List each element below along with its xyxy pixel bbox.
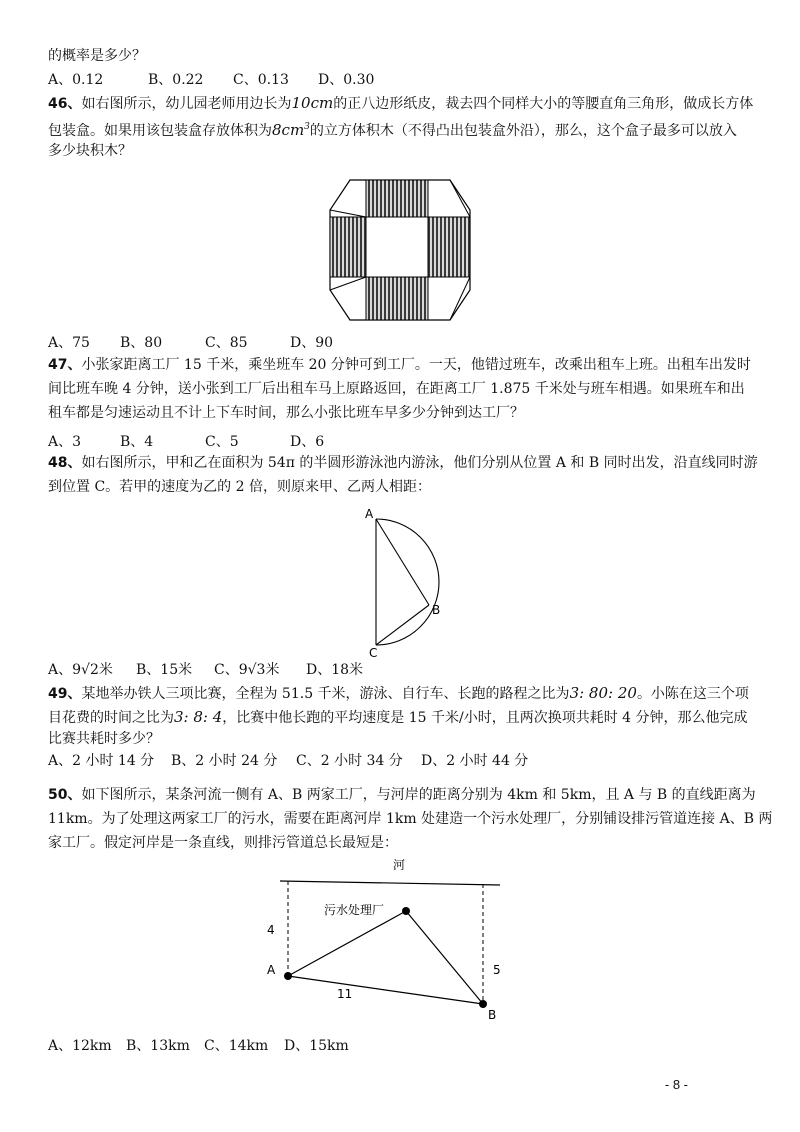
q48-options <box>48 660 363 680</box>
flap-left <box>330 217 366 277</box>
option-c: C、85 <box>205 335 248 351</box>
segment-ab <box>288 976 483 1004</box>
river-bank-line <box>280 881 500 885</box>
option-a: A、12km <box>48 1038 112 1054</box>
semicircle-pool-figure <box>360 505 450 660</box>
math-expr <box>272 121 310 139</box>
point-b <box>479 1000 487 1008</box>
question-number: 47、 <box>48 357 82 373</box>
q50-line-1 <box>48 785 756 805</box>
q49-text: 。小陈在这三个项 <box>636 686 749 702</box>
option-d: D、18米 <box>306 662 364 678</box>
label-c: C <box>369 646 378 660</box>
flap-bottom <box>366 277 428 320</box>
semicircle-arc <box>376 519 439 645</box>
q50-line-2: 11km。为了处理这两家工厂的污水，需要在距离河岸 1km 处建造一个污水处理厂，分别铺设排污管道连接 A、B 两 <box>48 811 773 827</box>
option-b: B、0.22 <box>148 72 204 88</box>
math-expr: 3: 8: 4 <box>174 708 223 726</box>
label-plant: 污水处理厂 <box>324 903 385 917</box>
q49-line-2 <box>48 707 748 728</box>
label-a: A <box>267 963 276 977</box>
label-distance-11: 11 <box>337 987 353 1001</box>
q46-text: 如右图所示，幼儿园老师用边长为 <box>81 96 292 112</box>
q49-line-3: 比赛共耗时多少？ <box>48 731 160 747</box>
q50-options <box>48 1036 349 1056</box>
math-expr: 10cm <box>291 94 334 112</box>
octagon-box-figure <box>320 170 480 330</box>
option-d: D、90 <box>290 335 334 351</box>
q50-text: 如下图所示，某条河流一侧有 A、B 两家工厂，与河岸的距离分别为 4km 和 5km，且 A 与 B 的直线距离为 <box>81 787 756 803</box>
q45-tail: 的概率是多少？ <box>48 48 146 64</box>
q46-line-1 <box>48 93 753 114</box>
option-b: B、4 <box>120 434 154 450</box>
flap-top <box>366 180 428 217</box>
q46-text: 的正八边形纸皮，裁去四个同样大小的等腰直角三角形，做成长方体 <box>333 96 754 112</box>
option-c: C、14km <box>204 1038 269 1054</box>
label-b: B <box>432 603 441 617</box>
option-d: D、0.30 <box>318 72 375 88</box>
q46-text: 的立方体积木（不得凸出包装盒外沿），那么，这个盒子最多可以放入 <box>309 123 737 139</box>
option-b: B、15米 <box>136 662 193 678</box>
q46-options <box>48 333 333 353</box>
segment-ab <box>376 519 429 605</box>
q48-line-1 <box>48 453 758 473</box>
flap-right <box>428 217 470 277</box>
river-factory-figure <box>260 852 510 1027</box>
q47-line-1 <box>48 355 751 375</box>
option-d: D、2 小时 44 分 <box>421 753 529 769</box>
label-distance-5: 5 <box>493 963 501 977</box>
q49-options <box>48 751 528 771</box>
option-c: C、9√3米 <box>214 662 280 678</box>
point-a <box>284 972 292 980</box>
q50-line-3: 家工厂。假定河岸是一条直线，则排污管道总长最短是： <box>48 835 398 851</box>
q47-line-2: 间比班车晚 4 分钟，送小张到工厂后出租车马上原路返回，在距离工厂 1.875 千米处与班车相遇。如果班车和出 <box>48 381 745 397</box>
q46-line-2 <box>48 117 737 141</box>
q49-text: ，比赛中他长跑的平均速度是 15 千米/小时，且两次换项共耗时 4 分钟，那么他完成 <box>222 710 748 726</box>
q47-line-3: 租车都是匀速运动且不计上下车时间，那么小张比班车早多少分钟到达工厂？ <box>48 405 524 421</box>
question-number: 46、 <box>48 96 82 112</box>
q47-text: 小张家距离工厂 15 千米，乘坐班车 20 分钟可到工厂。一天，他错过班车，改乘出租车上班。出租车出发时 <box>81 357 751 373</box>
option-a: A、0.12 <box>48 72 104 88</box>
option-c: C、5 <box>205 434 239 450</box>
option-a: A、9√2米 <box>48 662 113 678</box>
q48-line-2: 到位置 C。若甲的速度为乙的 2 倍，则原来甲、乙两人相距： <box>48 479 431 495</box>
option-c: C、0.13 <box>233 72 289 88</box>
option-c: C、2 小时 34 分 <box>296 753 403 769</box>
segment-a-plant <box>288 911 406 976</box>
option-b: B、80 <box>120 335 163 351</box>
q49-line-1 <box>48 683 749 704</box>
box-base <box>366 217 428 277</box>
math-sup: 3 <box>304 122 310 132</box>
question-number: 50、 <box>48 787 82 803</box>
option-a: A、75 <box>48 335 90 351</box>
q46-line-3: 多少块积木？ <box>48 143 132 159</box>
question-number: 49、 <box>48 686 82 702</box>
label-river: 河 <box>393 858 406 872</box>
point-plant <box>402 907 410 915</box>
math-expr: 3: 80: 20 <box>569 684 637 702</box>
option-d: D、15km <box>284 1038 349 1054</box>
q49-text: 目花费的时间之比为 <box>48 710 174 726</box>
page-number: - 8 - <box>664 1077 688 1092</box>
q47-options <box>48 432 324 452</box>
option-b: B、13km <box>126 1038 190 1054</box>
q48-text: 如右图所示，甲和乙在面积为 54π 的半圆形游泳池内游泳，他们分别从位置 A 和 B 同时出发，沿直线同时游 <box>81 455 758 471</box>
label-distance-4: 4 <box>267 923 275 937</box>
q49-text: 某地举办铁人三项比赛，全程为 51.5 千米，游泳、自行车、长跑的路程之比为 <box>81 686 570 702</box>
option-a: A、2 小时 14 分 <box>48 753 155 769</box>
option-a: A、3 <box>48 434 82 450</box>
segment-plant-b <box>406 911 483 1004</box>
q46-text: 包装盒。如果用该包装盒存放体积为 <box>48 123 272 139</box>
option-b: B、2 小时 24 分 <box>171 753 278 769</box>
label-b: B <box>488 1008 497 1022</box>
option-d: D、6 <box>290 434 325 450</box>
q45-options <box>48 70 374 90</box>
label-a: A <box>365 507 374 521</box>
question-number: 48、 <box>48 455 82 471</box>
math-base: 8cm <box>272 121 305 139</box>
